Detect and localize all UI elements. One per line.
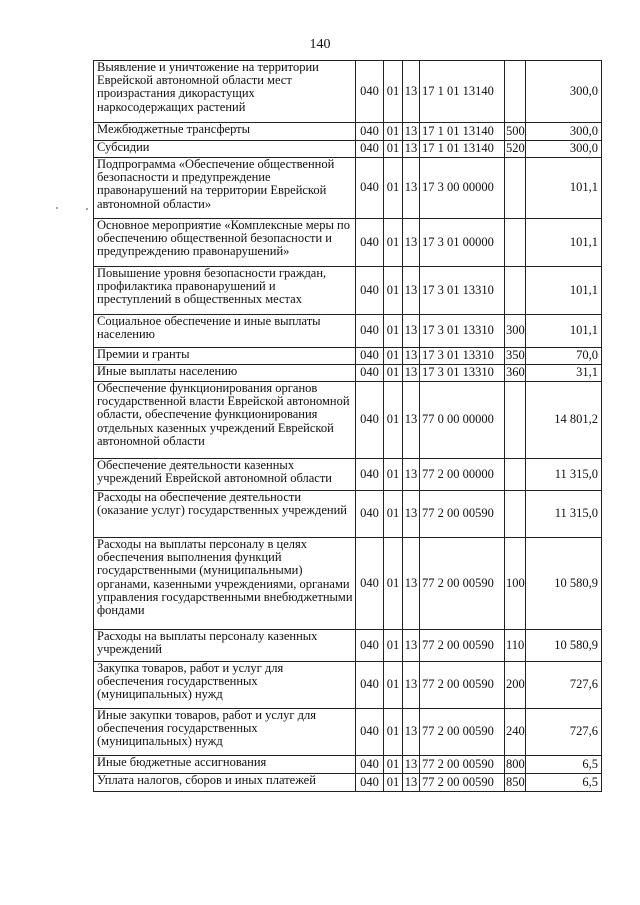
amount: 101,1: [526, 219, 602, 267]
grbs-code: 040: [356, 348, 384, 365]
target-article-code: 77 2 00 00590: [420, 491, 505, 538]
target-article-code: 17 3 01 13310: [420, 348, 505, 365]
grbs-code: 040: [356, 756, 384, 774]
expense-name: Премии и гранты: [94, 348, 356, 365]
grbs-code: 040: [356, 662, 384, 709]
table-row: [94, 348, 602, 365]
expense-name: Расходы на выплаты персоналу в целях обеспечения выполнения функций государственными (муниципальными) органами, казенными учреждениями, органами управления государственными внебюджетными фондами: [94, 538, 356, 630]
amount: 6,5: [526, 756, 602, 774]
grbs-code: 040: [356, 123, 384, 141]
table-row: [94, 491, 602, 538]
subsection-code: 13: [403, 315, 420, 348]
expense-type-code: 520: [505, 141, 526, 158]
table-row: [94, 219, 602, 267]
section-code: 01: [384, 709, 403, 756]
expense-name: Обеспечение функционирования органов государственной власти Еврейской автономной области, обеспечение функционирования отдельных казенных учреждений Еврейской автономной области: [94, 382, 356, 459]
amount: 10 580,9: [526, 630, 602, 662]
section-code: 01: [384, 459, 403, 491]
amount: 300,0: [526, 141, 602, 158]
target-article-code: 17 3 00 00000: [420, 158, 505, 219]
target-article-code: 17 3 01 13310: [420, 365, 505, 382]
scan-speck: [56, 207, 58, 209]
target-article-code: 17 3 01 00000: [420, 219, 505, 267]
table-row: [94, 141, 602, 158]
target-article-code: 77 2 00 00590: [420, 709, 505, 756]
subsection-code: 13: [403, 382, 420, 459]
section-code: 01: [384, 756, 403, 774]
subsection-code: 13: [403, 141, 420, 158]
expense-type-code: [505, 491, 526, 538]
section-code: 01: [384, 348, 403, 365]
subsection-code: 13: [403, 662, 420, 709]
section-code: 01: [384, 219, 403, 267]
subsection-code: 13: [403, 538, 420, 630]
amount: 101,1: [526, 267, 602, 315]
table-row: [94, 158, 602, 219]
table-row: [94, 774, 602, 792]
expense-name: Уплата налогов, сборов и иных платежей: [94, 774, 356, 792]
expense-type-code: [505, 459, 526, 491]
scan-speck: [86, 208, 88, 210]
expense-type-code: 240: [505, 709, 526, 756]
grbs-code: 040: [356, 141, 384, 158]
section-code: 01: [384, 315, 403, 348]
section-code: 01: [384, 382, 403, 459]
expense-type-code: 850: [505, 774, 526, 792]
grbs-code: 040: [356, 365, 384, 382]
amount: 14 801,2: [526, 382, 602, 459]
target-article-code: 17 1 01 13140: [420, 141, 505, 158]
target-article-code: 17 3 01 13310: [420, 267, 505, 315]
expense-type-code: 100: [505, 538, 526, 630]
amount: 300,0: [526, 61, 602, 123]
section-code: 01: [384, 123, 403, 141]
target-article-code: 77 2 00 00000: [420, 459, 505, 491]
expense-name: Обеспечение деятельности казенных учреждений Еврейской автономной области: [94, 459, 356, 491]
amount: 101,1: [526, 315, 602, 348]
expense-name: Социальное обеспечение и иные выплаты населению: [94, 315, 356, 348]
grbs-code: 040: [356, 459, 384, 491]
amount: 70,0: [526, 348, 602, 365]
grbs-code: 040: [356, 315, 384, 348]
expense-type-code: 110: [505, 630, 526, 662]
table-row: [94, 365, 602, 382]
target-article-code: 77 2 00 00590: [420, 756, 505, 774]
target-article-code: 77 2 00 00590: [420, 774, 505, 792]
expense-name: Повышение уровня безопасности граждан, профилактика правонарушений и преступлений в общественных местах: [94, 267, 356, 315]
table-row: [94, 756, 602, 774]
target-article-code: 77 2 00 00590: [420, 630, 505, 662]
grbs-code: 040: [356, 382, 384, 459]
subsection-code: 13: [403, 709, 420, 756]
grbs-code: 040: [356, 774, 384, 792]
expense-type-code: 360: [505, 365, 526, 382]
expense-type-code: 200: [505, 662, 526, 709]
grbs-code: 040: [356, 538, 384, 630]
grbs-code: 040: [356, 219, 384, 267]
amount: 11 315,0: [526, 491, 602, 538]
section-code: 01: [384, 774, 403, 792]
expense-type-code: [505, 382, 526, 459]
budget-table: [93, 60, 602, 792]
subsection-code: 13: [403, 158, 420, 219]
section-code: 01: [384, 662, 403, 709]
expense-type-code: [505, 61, 526, 123]
budget-table-body: [94, 61, 602, 792]
subsection-code: 13: [403, 348, 420, 365]
table-row: [94, 630, 602, 662]
table-row: [94, 709, 602, 756]
expense-name: Межбюджетные трансферты: [94, 123, 356, 141]
target-article-code: 17 1 01 13140: [420, 61, 505, 123]
amount: 6,5: [526, 774, 602, 792]
grbs-code: 040: [356, 630, 384, 662]
expense-type-code: [505, 267, 526, 315]
amount: 727,6: [526, 709, 602, 756]
grbs-code: 040: [356, 158, 384, 219]
expense-type-code: [505, 158, 526, 219]
section-code: 01: [384, 141, 403, 158]
target-article-code: 77 0 00 00000: [420, 382, 505, 459]
amount: 300,0: [526, 123, 602, 141]
section-code: 01: [384, 158, 403, 219]
section-code: 01: [384, 61, 403, 123]
amount: 101,1: [526, 158, 602, 219]
target-article-code: 17 1 01 13140: [420, 123, 505, 141]
expense-type-code: 300: [505, 315, 526, 348]
section-code: 01: [384, 630, 403, 662]
amount: 31,1: [526, 365, 602, 382]
table-row: [94, 538, 602, 630]
expense-name: Иные выплаты населению: [94, 365, 356, 382]
expense-type-code: [505, 219, 526, 267]
section-code: 01: [384, 538, 403, 630]
section-code: 01: [384, 365, 403, 382]
target-article-code: 77 2 00 00590: [420, 662, 505, 709]
subsection-code: 13: [403, 61, 420, 123]
subsection-code: 13: [403, 756, 420, 774]
subsection-code: 13: [403, 630, 420, 662]
section-code: 01: [384, 267, 403, 315]
expense-type-code: 350: [505, 348, 526, 365]
section-code: 01: [384, 491, 403, 538]
subsection-code: 13: [403, 267, 420, 315]
expense-name: Закупка товаров, работ и услуг для обеспечения государственных (муниципальных) нужд: [94, 662, 356, 709]
subsection-code: 13: [403, 774, 420, 792]
target-article-code: 17 3 01 13310: [420, 315, 505, 348]
grbs-code: 040: [356, 267, 384, 315]
expense-name: Выявление и уничтожение на территории Еврейской автономной области мест произрастания дикорастущих наркосодержащих растений: [94, 61, 356, 123]
expense-name: Основное мероприятие «Комплексные меры по обеспечению общественной безопасности и предупреждению правонарушений»: [94, 219, 356, 267]
amount: 10 580,9: [526, 538, 602, 630]
subsection-code: 13: [403, 491, 420, 538]
expense-name: Расходы на обеспечение деятельности (оказание услуг) государственных учреждений: [94, 491, 356, 538]
subsection-code: 13: [403, 123, 420, 141]
grbs-code: 040: [356, 61, 384, 123]
subsection-code: 13: [403, 459, 420, 491]
expense-type-code: 500: [505, 123, 526, 141]
table-row: [94, 459, 602, 491]
table-row: [94, 61, 602, 123]
expense-name: Расходы на выплаты персоналу казенных учреждений: [94, 630, 356, 662]
subsection-code: 13: [403, 219, 420, 267]
subsection-code: 13: [403, 365, 420, 382]
amount: 11 315,0: [526, 459, 602, 491]
table-row: [94, 267, 602, 315]
table-row: [94, 662, 602, 709]
table-row: [94, 382, 602, 459]
expense-name: Иные закупки товаров, работ и услуг для обеспечения государственных (муниципальных) нужд: [94, 709, 356, 756]
grbs-code: 040: [356, 491, 384, 538]
page-number: 140: [309, 37, 331, 52]
target-article-code: 77 2 00 00590: [420, 538, 505, 630]
amount: 727,6: [526, 662, 602, 709]
table-row: [94, 315, 602, 348]
expense-name: Подпрограмма «Обеспечение общественной безопасности и предупреждение правонарушений на территории Еврейской автономной области»: [94, 158, 356, 219]
expense-type-code: 800: [505, 756, 526, 774]
expense-name: Субсидии: [94, 141, 356, 158]
expense-name: Иные бюджетные ассигнования: [94, 756, 356, 774]
grbs-code: 040: [356, 709, 384, 756]
table-row: [94, 123, 602, 141]
